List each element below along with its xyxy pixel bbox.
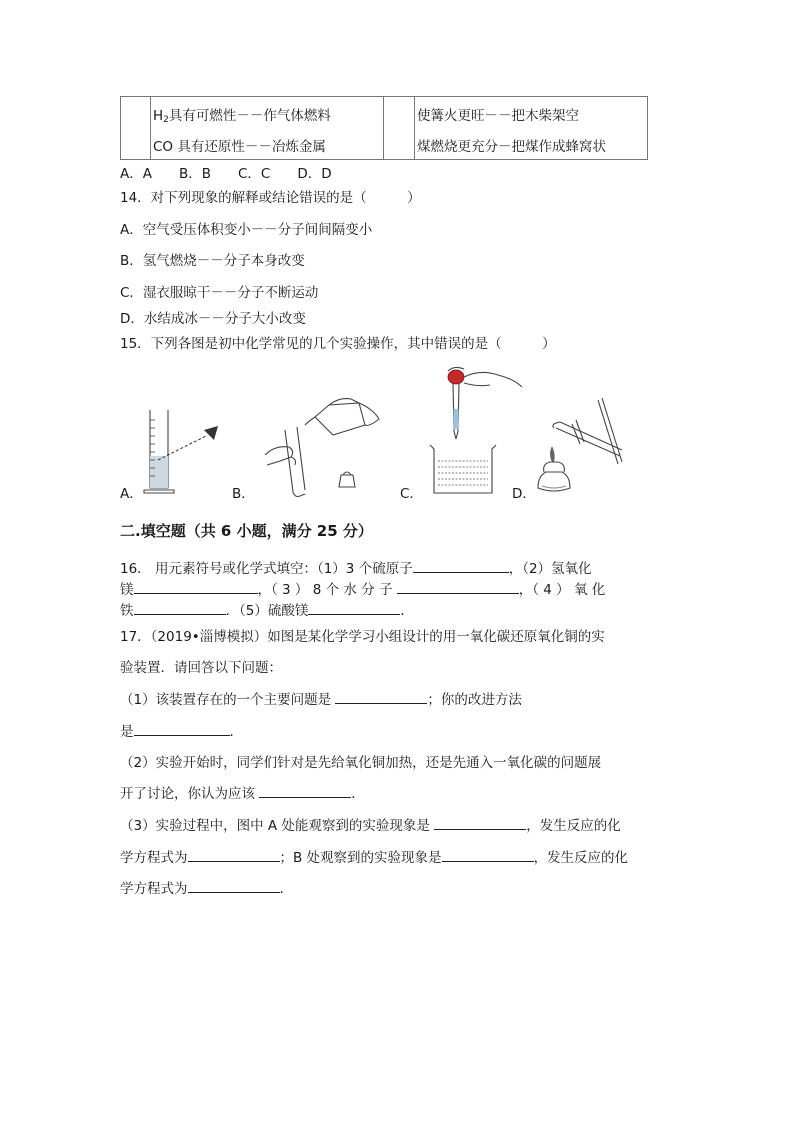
q14-stem: 14．对下列现象的解释或结论错误的是（ ）: [120, 190, 421, 206]
figure-c-dropper-beaker: [424, 365, 534, 497]
q15-label-d: D．: [512, 486, 536, 502]
q16-line2: [120, 578, 605, 598]
q17-text: ．: [279, 881, 293, 897]
q17-line2: 验装置．请回答以下问题：: [120, 660, 282, 676]
answer-blank[interactable]: [134, 602, 226, 615]
q17-text: 是: [120, 724, 134, 740]
q16-text: 铁: [120, 603, 134, 619]
q17-line1: 17．（2019•淄博模拟）如图是某化学学习小组设计的用一氧化碳还原氧化铜的实: [120, 629, 605, 645]
answer-blank[interactable]: [397, 581, 519, 594]
answer-blank[interactable]: [188, 849, 280, 862]
q14-option-d: D．水结成冰－－分子大小改变: [120, 311, 306, 327]
q16-text: ，（ 4 ） 氧 化: [518, 582, 606, 598]
q13-options: A．A B．B C．C D．D: [120, 166, 332, 182]
q16-text: ，（2）氢氧化: [508, 561, 592, 577]
q17-text: 学方程式为: [120, 850, 188, 866]
q16-text: 16． 用元素符号或化学式填空：（1）3 个硫原子: [120, 561, 413, 577]
comparison-table: [120, 96, 648, 160]
table-cell: CO 具有还原性－－冶炼金属: [153, 139, 326, 155]
q17-text: ，发生反应的化: [526, 818, 621, 834]
q17-part3: [120, 814, 621, 834]
q17-part2-cont: [120, 782, 365, 802]
q16-text: ，（ 3 ） 8 个 水 分 子: [257, 582, 393, 598]
q16-text: ．: [400, 603, 414, 619]
q17-part2: （2）实验开始时，同学们针对是先给氧化铜加热，还是先通入一氧化碳的问题展: [120, 755, 602, 771]
figure-b-pouring-liquid: [255, 395, 385, 500]
table-cell: $H_2$具有可燃性－－作气体燃料: [153, 108, 331, 125]
answer-blank[interactable]: [134, 723, 230, 736]
q16-line3: [120, 599, 414, 619]
table-divider: [414, 97, 415, 159]
figure-a-graduated-cylinder: [140, 400, 230, 495]
figure-d-heating-tube: [532, 398, 627, 498]
q17-part1-cont: [120, 720, 243, 740]
answer-blank[interactable]: [188, 880, 280, 893]
q17-text: ；你的改进方法: [427, 692, 522, 708]
table-divider: [150, 97, 151, 159]
q14-option-b: B．氢气燃烧－－分子本身改变: [120, 253, 305, 269]
q15-label-a: A．: [120, 486, 143, 502]
q17-text: （3）实验过程中，图中 A 处能观察到的实验现象是: [120, 818, 430, 834]
q17-text: ；B 处观察到的实验现象是: [279, 850, 442, 866]
q15-stem: 15．下列各图是初中化学常见的几个实验操作，其中错误的是（ ）: [120, 336, 556, 352]
q16-line1: [120, 557, 592, 577]
answer-blank[interactable]: [259, 785, 351, 798]
q17-part3-end: [120, 877, 293, 897]
table-cell: 煤燃烧更充分－把煤作成蜂窝状: [417, 139, 606, 155]
q17-part3-cont: [120, 846, 628, 866]
answer-blank[interactable]: [308, 602, 400, 615]
q17-text: ，发生反应的化: [533, 850, 629, 866]
q15-label-c: C．: [400, 486, 423, 502]
answer-blank[interactable]: [134, 581, 258, 594]
q15-label-b: B．: [232, 486, 255, 502]
table-cell: 使篝火更旺－－把木柴架空: [417, 108, 579, 124]
answer-blank[interactable]: [413, 560, 509, 573]
q17-text: ．: [229, 724, 243, 740]
q17-part1: [120, 688, 522, 708]
q16-text: ．（5）硫酸镁: [225, 603, 309, 619]
answer-blank[interactable]: [442, 849, 534, 862]
table-divider: [383, 97, 384, 159]
q17-text: 学方程式为: [120, 881, 188, 897]
q16-text: 镁: [120, 582, 134, 598]
section-title: 二.填空题（共 6 小题，满分 25 分）: [120, 522, 373, 540]
q17-text: 开了讨论，你认为应该: [120, 786, 255, 802]
q14-option-a: A．空气受压体积变小－－分子间间隔变小: [120, 222, 373, 238]
q17-text: （1）该装置存在的一个主要问题是: [120, 692, 332, 708]
q17-text: ．: [351, 786, 365, 802]
answer-blank[interactable]: [335, 691, 427, 704]
q14-option-c: C．湿衣服晾干－－分子不断运动: [120, 285, 319, 301]
answer-blank[interactable]: [434, 817, 526, 830]
